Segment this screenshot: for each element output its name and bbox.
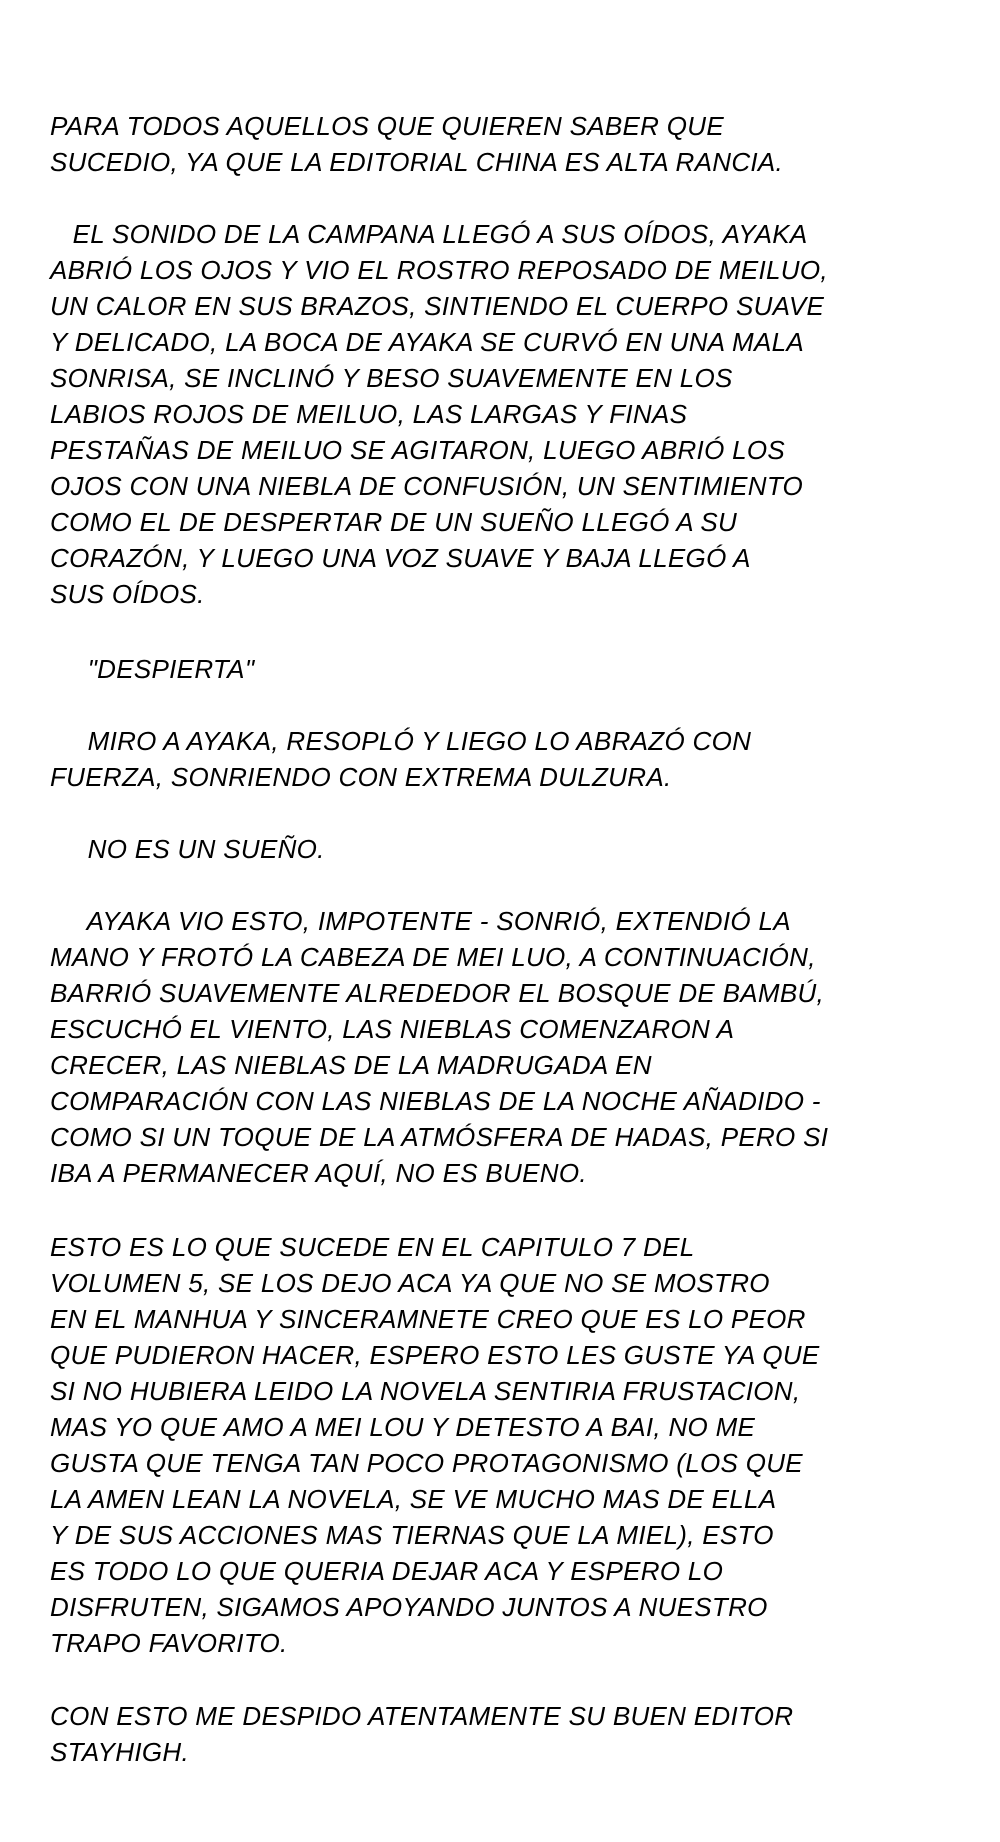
text-line: CON ESTO ME DESPIDO ATENTAMENTE SU BUEN EDITOR [50,1701,794,1731]
text-line: "DESPIERTA" [50,654,255,684]
text-line: ABRIÓ LOS OJOS Y VIO EL ROSTRO REPOSADO DE MEILUO, [50,255,828,285]
story-paragraph-3 [50,831,325,867]
text-line: ESTO ES LO QUE SUCEDE EN EL CAPITULO 7 DEL [50,1232,695,1262]
text-line: SUS OÍDOS. [50,579,205,609]
text-line: COMO EL DE DESPERTAR DE UN SUEÑO LLEGÓ A SU [50,507,738,537]
text-line: Y DE SUS ACCIONES MAS TIERNAS QUE LA MIEL), ESTO [50,1520,774,1550]
text-line: UN CALOR EN SUS BRAZOS, SINTIENDO EL CUERPO SUAVE [50,291,825,321]
intro-paragraph [50,108,783,180]
text-line: EL SONIDO DE LA CAMPANA LLEGÓ A SUS OÍDOS, AYAKA [50,219,808,249]
text-line: SUCEDIO, YA QUE LA EDITORIAL CHINA ES ALTA RANCIA. [50,147,784,177]
story-paragraph-1 [50,216,828,612]
text-line: Y DELICADO, LA BOCA DE AYAKA SE CURVÓ EN UNA MALA [50,327,804,357]
story-paragraph-2 [50,723,751,795]
text-line: DISFRUTEN, SIGAMOS APOYANDO JUNTOS A NUESTRO [50,1592,768,1622]
text-line: COMPARACIÓN CON LAS NIEBLAS DE LA NOCHE AÑADIDO - [50,1086,821,1116]
text-line: QUE PUDIERON HACER, ESPERO ESTO LES GUSTE YA QUE [50,1340,820,1370]
text-line: ESCUCHÓ EL VIENTO, LAS NIEBLAS COMENZARON A [50,1014,735,1044]
story-paragraph-4 [50,903,828,1191]
text-line: PESTAÑAS DE MEILUO SE AGITARON, LUEGO ABRIÓ LOS [50,435,786,465]
text-line: LABIOS ROJOS DE MEILUO, LAS LARGAS Y FINAS [50,399,688,429]
text-line: TRAPO FAVORITO. [50,1628,288,1658]
text-line: MANO Y FROTÓ LA CABEZA DE MEI LUO, A CONTINUACIÓN, [50,942,816,972]
text-line: SONRISA, SE INCLINÓ Y BESO SUAVEMENTE EN LOS [50,363,733,393]
text-line: MAS YO QUE AMO A MEI LOU Y DETESTO A BAI, NO ME [50,1412,756,1442]
text-line: EN EL MANHUA Y SINCERAMNETE CREO QUE ES LO PEOR [50,1304,806,1334]
text-line: SI NO HUBIERA LEIDO LA NOVELA SENTIRIA FRUSTACION, [50,1376,801,1406]
text-line: CORAZÓN, Y LUEGO UNA VOZ SUAVE Y BAJA LLEGÓ A [50,543,751,573]
text-line: FUERZA, SONRIENDO CON EXTREMA DULZURA. [50,762,672,792]
dialogue-despierta [50,651,254,687]
text-line: CRECER, LAS NIEBLAS DE LA MADRUGADA EN [50,1050,652,1080]
text-line: MIRO A AYAKA, RESOPLÓ Y LIEGO LO ABRAZÓ CON [50,726,752,756]
text-line: AYAKA VIO ESTO, IMPOTENTE - SONRIÓ, EXTENDIÓ LA [50,906,791,936]
text-line: STAYHIGH. [50,1737,189,1767]
text-line: NO ES UN SUEÑO. [50,834,325,864]
farewell-paragraph [50,1698,793,1770]
text-line: OJOS CON UNA NIEBLA DE CONFUSIÓN, UN SENTIMIENTO [50,471,804,501]
text-line: ES TODO LO QUE QUERIA DEJAR ACA Y ESPERO LO [50,1556,724,1586]
text-line: VOLUMEN 5, SE LOS DEJO ACA YA QUE NO SE MOSTRO [50,1268,770,1298]
text-line: IBA A PERMANECER AQUÍ, NO ES BUENO. [50,1158,587,1188]
editor-note-paragraph [50,1229,820,1661]
text-line: LA AMEN LEAN LA NOVELA, SE VE MUCHO MAS DE ELLA [50,1484,777,1514]
text-line: BARRIÓ SUAVEMENTE ALREDEDOR EL BOSQUE DE BAMBÚ, [50,978,825,1008]
text-line: PARA TODOS AQUELLOS QUE QUIEREN SABER QUE [50,111,725,141]
text-line: COMO SI UN TOQUE DE LA ATMÓSFERA DE HADAS, PERO SI [50,1122,829,1152]
text-line: GUSTA QUE TENGA TAN POCO PROTAGONISMO (LOS QUE [50,1448,803,1478]
